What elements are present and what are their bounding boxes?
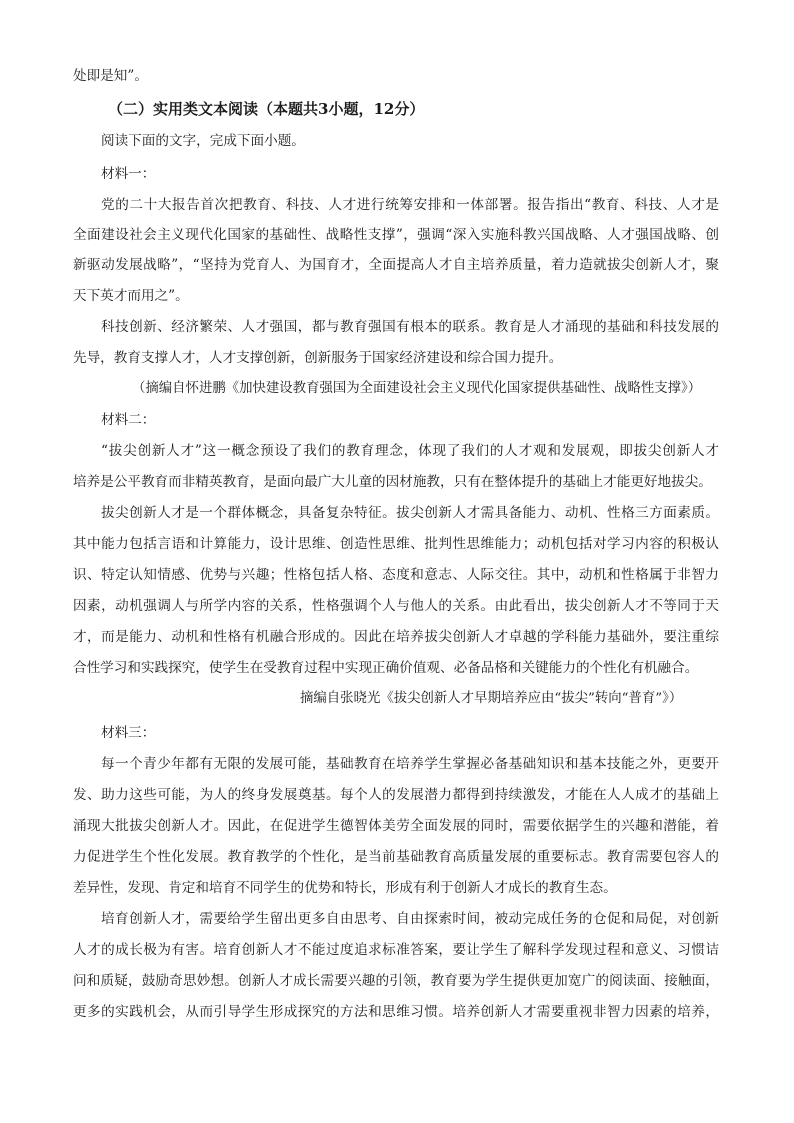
material-3-line: 差异性，发现、肯定和培育不同学生的优势和特长，形成有利于创新人才成长的教育生态。 <box>73 880 617 896</box>
material-2-line: 才，而是能力、动机和性格有机融合形成的。因此在培养拔尖创新人才卓越的学科能力基础外，要注重综 <box>73 629 719 645</box>
section-heading: （二）实用类文本阅读（本题共3小题，12分） <box>108 100 425 118</box>
material-1-line: 党的二十大报告首次把教育、科技、人才进行统筹安排和一体部署。报告指出“教育、科技、人才是 <box>101 197 719 213</box>
material-3-label: 材料三： <box>101 725 156 741</box>
material-1-line: 科技创新、经济繁荣、人才强国，都与教育强国有根本的联系。教育是人才涌现的基础和科技发展的 <box>101 319 719 335</box>
material-3-line: 涌现大批拔尖创新人才。因此，在促进学生德智体美劳全面发展的同时，需要依据学生的兴趣和潜能，着 <box>73 818 719 834</box>
material-2-line: 识、特定认知情感、优势与兴趣；性格包括人格、态度和意志、人际交往。其中，动机和性格属于非智力 <box>73 567 719 583</box>
material-3-line: 更多的实践机会，从而引导学生形成探究的方法和思维习惯。培养创新人才需要重视非智力因素的培养， <box>73 1004 719 1020</box>
material-2-line: 其中能力包括言语和计算能力，设计思维、创造性思维、批判性思维能力；动机包括对学习内容的积极认 <box>73 536 719 552</box>
material-2-line: 合性学习和实践探究，使学生在受教育过程中实现正确价值观、必备品格和关键能力的个性化有机融合。 <box>73 660 699 676</box>
material-1-line: 先导，教育支撑人才，人才支撑创新，创新服务于国家经济建设和综合国力提升。 <box>73 350 563 366</box>
material-1-line: 天下英才而用之”。 <box>73 288 189 304</box>
material-3-line: 力促进学生个性化发展。教育教学的个性化，是当前基础教育高质量发展的重要标志。教育需要包容人的 <box>73 849 719 865</box>
material-3-line: 问和质疑，鼓励奇思妙想。创新人才成长需要兴趣的引领，教育要为学生提供更加宽广的阅读面、接触面， <box>73 973 719 989</box>
material-2-line: “拔尖创新人才”这一概念预设了我们的教育理念，体现了我们的人才观和发展观，即拔尖创新人才 <box>101 443 719 459</box>
material-2-line: 拔尖创新人才是一个群体概念，具备复杂特征。拔尖创新人才需具备能力、动机、性格三方面素质。 <box>101 505 719 521</box>
material-3-line: 发、助力这些可能，为人的终身发展奠基。每个人的发展潜力都得到持续激发，才能在人人成才的基础上 <box>73 787 719 803</box>
material-2-source: 摘编自张晓光《拔尖创新人才早期培养应由“拔尖”转向“普育”》） <box>300 691 683 706</box>
material-3-line: 人才的成长极为有害。培育创新人才不能过度追求标准答案，要让学生了解科学发现过程和意义、习惯诘 <box>73 942 719 958</box>
instruction-text: 阅读下面的文字，完成下面小题。 <box>101 133 305 149</box>
previous-paragraph-tail: 处即是知”。 <box>73 68 148 84</box>
material-2-line: 因素，动机强调人与所学内容的关系，性格强调个人与他人的关系。由此看出，拔尖创新人才不等同于天 <box>73 598 719 614</box>
material-1-line: 新驱动发展战略”，“坚持为党育人、为国育才，全面提高人才自主培养质量，着力造就拔尖创新人才，聚 <box>73 257 719 273</box>
material-3-line: 每一个青少年都有无限的发展可能，基础教育在培养学生掌握必备基础知识和基本技能之外，更要开 <box>101 756 719 772</box>
material-1-source: （摘编自怀进鹏《加快建设教育强国为全面建设社会主义现代化国家提供基础性、战略性支撑》） <box>132 381 702 396</box>
material-3-line: 培育创新人才，需要给学生留出更多自由思考、自由探索时间，被动完成任务的仓促和局促，对创新 <box>101 911 719 927</box>
material-2-label: 材料二： <box>101 412 156 428</box>
material-1-label: 材料一： <box>101 166 156 182</box>
material-1-line: 全面建设社会主义现代化国家的基础性、战略性支撑”，强调“深入实施科教兴国战略、人才强国战略、创 <box>73 227 719 243</box>
material-2-line: 培养是公平教育而非精英教育，是面向最广大儿童的因材施教，只有在整体提升的基础上才能更好地拔尖。 <box>73 474 712 490</box>
